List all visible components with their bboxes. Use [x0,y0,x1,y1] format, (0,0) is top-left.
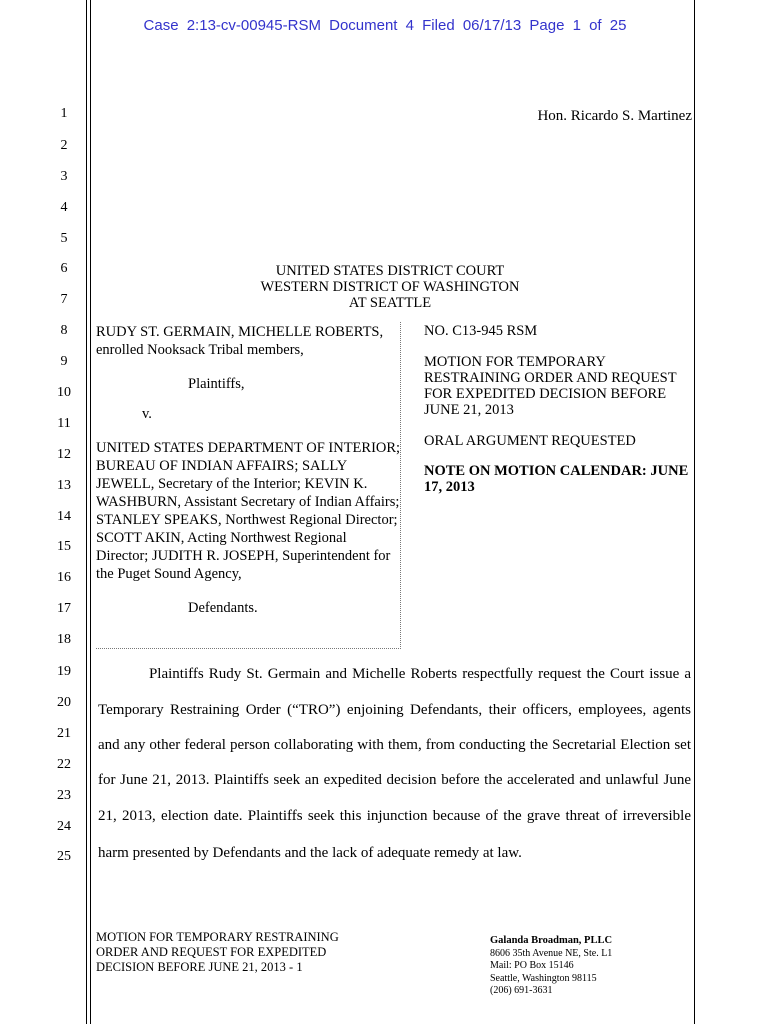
body-line: 21, 2013, election date. Plaintiffs seek this injunction because of the grave threat of irreversible [98,808,691,824]
line-number: 8 [60,323,68,338]
court-district: WESTERN DISTRICT OF WASHINGTON [260,279,520,295]
line-number: 14 [57,509,71,524]
case-header-stamp: Case 2:13-cv-00945-RSM Document 4 Filed 06/17/13 Page 1 of 25 [143,17,627,34]
line-number: 12 [57,447,71,462]
caption-parties [96,323,401,617]
line-number: 3 [60,169,68,184]
line-number: 7 [60,292,68,307]
court-location: AT SEATTLE [348,295,432,311]
line-number: 4 [60,200,68,215]
line-number: 5 [60,231,68,246]
line-number: 21 [57,726,71,741]
line-number: 25 [57,849,71,864]
line-number: 2 [60,138,68,153]
firm-name: Galanda Broadman, PLLC [490,935,613,946]
line-number: 17 [57,601,71,616]
line-number: 23 [57,788,71,803]
caption-case-info [424,323,694,495]
motion-title: MOTION FOR TEMPORARY RESTRAINING ORDER AND REQUEST FOR EXPEDITED DECISION BEFORE JUNE 21, 2013 [424,354,677,418]
footer-document-title [96,930,339,975]
line-number: 9 [60,354,68,369]
versus: v. [142,406,152,422]
defendants-names: UNITED STATES DEPARTMENT OF INTERIOR; BUREAU OF INDIAN AFFAIRS; SALLY JEWELL, Secretary of the Interior; KEVIN K. WASHBURN, Assistant Secretary of Indian Affairs; STANLEY SPEAKS, Northwest Regional Director; SCOTT AKIN, Acting Northwest Regional Director; JUDITH R. JOSEPH, Superintendent for the Puget Sound Agency, [96,440,401,582]
line-number: 11 [57,416,71,431]
oral-argument-requested: ORAL ARGUMENT REQUESTED [424,433,636,449]
line-number: 22 [57,757,71,772]
line-number: 10 [57,385,71,400]
line-number: 1 [60,106,68,121]
body-line: for June 21, 2013. Plaintiffs seek an expedited decision before the accelerated and unlawful June [98,772,691,788]
line-number: 6 [60,261,68,276]
firm-mail-line: Mail: PO Box 15146 [490,960,574,971]
defendants-label: Defendants. [188,600,258,616]
firm-city-line: Seattle, Washington 98115 [490,972,597,984]
right-margin-rule [694,0,695,1024]
firm-phone: (206) 691-3631 [490,985,553,996]
plaintiffs-label: Plaintiffs, [188,376,245,392]
footer-firm-block [490,935,612,998]
court-name: UNITED STATES DISTRICT COURT [275,263,505,279]
footer-title-line: DECISION BEFORE JUNE 21, 2013 - 1 [96,960,303,974]
line-number: 13 [57,478,71,493]
line-number: 16 [57,570,71,585]
firm-address-line: 8606 35th Avenue NE, Ste. L1 [490,947,613,959]
line-number: 19 [57,664,71,679]
body-line: harm presented by Defendants and the lack of adequate remedy at law. [98,845,522,861]
line-number: 18 [57,632,71,647]
line-number: 24 [57,819,71,834]
body-line: and any other federal person collaborating with them, from conducting the Secretarial Election set [98,737,691,753]
plaintiffs-names: RUDY ST. GERMAIN, MICHELLE ROBERTS, enrolled Nooksack Tribal members, [96,324,384,358]
case-number: NO. C13-945 RSM [424,323,538,339]
line-number: 15 [57,539,71,554]
left-margin-rule [86,0,87,1024]
body-line: Temporary Restraining Order (“TRO”) enjoining Defendants, their officers, employees, agents [98,702,691,718]
judge-name: Hon. Ricardo S. Martinez [537,108,692,124]
footer-title-line: MOTION FOR TEMPORARY RESTRAINING [96,930,339,944]
note-on-motion-calendar: NOTE ON MOTION CALENDAR: JUNE 17, 2013 [424,463,689,495]
line-number: 20 [57,695,71,710]
court-heading [190,263,590,311]
left-margin-rule-inner [90,0,91,1024]
footer-title-line: ORDER AND REQUEST FOR EXPEDITED [96,945,327,959]
body-line: Plaintiffs Rudy St. Germain and Michelle Roberts respectfully request the Court issue a [98,666,691,682]
